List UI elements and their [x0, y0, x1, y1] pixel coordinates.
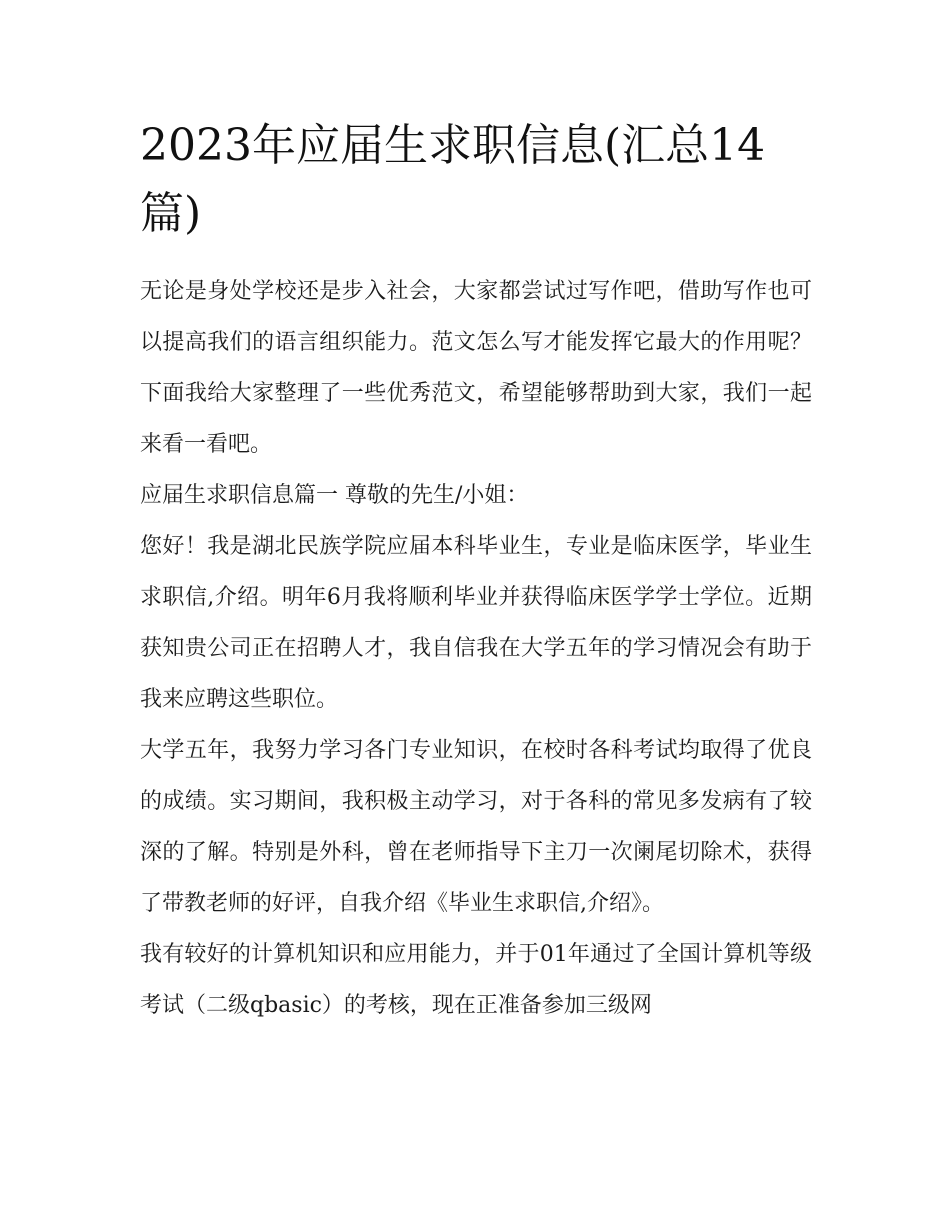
computer-skills-paragraph: 我有较好的计算机知识和应用能力，并于01年通过了全国计算机等级考试（二级qbasic）的考核，现在正准备参加三级网: [140, 942, 812, 1018]
salutation-paragraph: 应届生求职信息篇一 尊敬的先生/小姐：: [140, 483, 529, 508]
document-title: 2023年应届生求职信息(汇总14篇): [140, 120, 766, 239]
intro-paragraph: 无论是身处学校还是步入社会，大家都尝试过写作吧，借助写作也可以提高我们的语言组织能力。范文怎么写才能发挥它最大的作用呢？下面我给大家整理了一些优秀范文，希望能够帮助到大家，我们一起来看一看吧。: [140, 279, 812, 457]
study-experience-paragraph: 大学五年，我努力学习各门专业知识，在校时各科考试均取得了优良的成绩。实习期间，我积极主动学习，对于各科的常见多发病有了较深的了解。特别是外科，曾在老师指导下主刀一次阑尾切除术，获得了带教老师的好评，自我介绍《毕业生求职信,介绍》。: [140, 738, 812, 916]
self-introduction-paragraph: 您好！我是湖北民族学院应届本科毕业生，专业是临床医学，毕业生求职信,介绍。明年6月我将顺利毕业并获得临床医学学士学位。近期获知贵公司正在招聘人才，我自信我在大学五年的学习情况会有助于我来应聘这些职位。: [140, 534, 812, 712]
document-body: [140, 112, 812, 1031]
